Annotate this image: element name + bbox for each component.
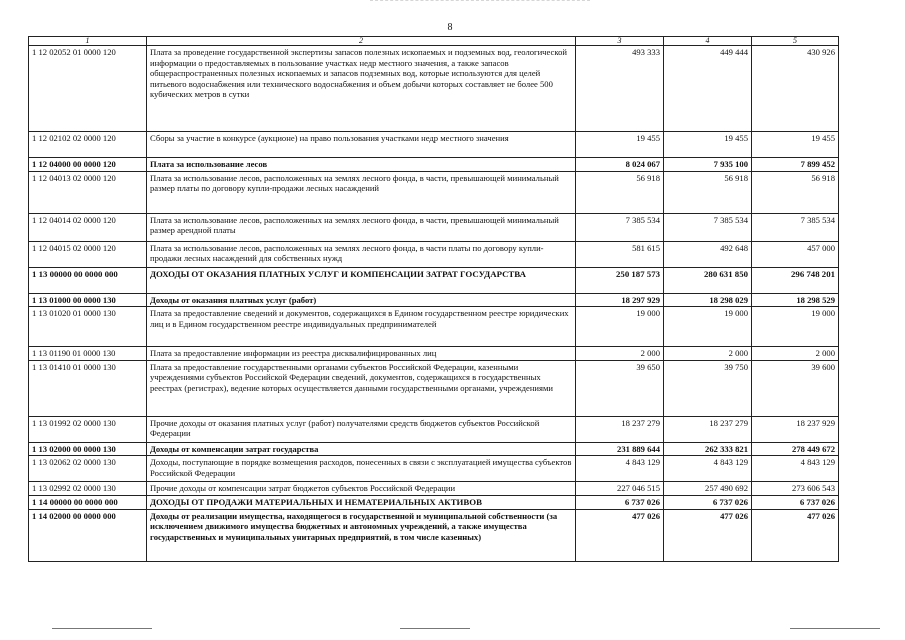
row-value-col4: 7 935 100: [664, 158, 752, 172]
row-value-col4: 19 000: [664, 307, 752, 347]
row-name-cell: Доходы от реализации имущества, находящегося в государственной и муниципальной собственности (за исключением движимого имущества бюджетных и автономных учреждений, а также имущества государственных и муниципальных унитарных предприятий, в том числе казенных): [147, 509, 576, 561]
row-code-cell: 1 13 00000 00 0000 000: [29, 267, 147, 293]
table-row: [29, 456, 839, 482]
row-code-cell: 1 12 02052 01 0000 120: [29, 46, 147, 132]
row-code-cell: 1 13 01000 00 0000 130: [29, 293, 147, 307]
row-value-col5: 2 000: [752, 347, 839, 361]
scan-top-marks: [370, 0, 590, 4]
row-value-col4: 39 750: [664, 360, 752, 416]
row-value-col4: 2 000: [664, 347, 752, 361]
row-code-cell: 1 13 02000 00 0000 130: [29, 442, 147, 456]
table-row: [29, 509, 839, 561]
row-value-col3: 6 737 026: [576, 495, 664, 509]
row-value-col5: 457 000: [752, 241, 839, 267]
row-value-col4: 449 444: [664, 46, 752, 132]
row-name-cell: Доходы от компенсации затрат государства: [147, 442, 576, 456]
row-code-cell: 1 13 01410 01 0000 130: [29, 360, 147, 416]
row-value-col4: 4 843 129: [664, 456, 752, 482]
row-value-col5: 477 026: [752, 509, 839, 561]
row-value-col3: 39 650: [576, 360, 664, 416]
row-name-cell: Плата за предоставление сведений и документов, содержащихся в Едином государственном реестре юридических лиц и в Едином государственном реестре индивидуальных предпринимателей: [147, 307, 576, 347]
table-body: [29, 46, 839, 562]
row-name-cell: Плата за использование лесов, расположенных на землях лесного фонда, в части, превышающей минимальный размер арендной платы: [147, 213, 576, 241]
row-code-cell: 1 13 01992 02 0000 130: [29, 416, 147, 442]
table-row: [29, 158, 839, 172]
row-code-cell: 1 13 01190 01 0000 130: [29, 347, 147, 361]
table-row: [29, 213, 839, 241]
row-value-col4: 19 455: [664, 132, 752, 158]
table-row: [29, 495, 839, 509]
row-code-cell: 1 13 01020 01 0000 130: [29, 307, 147, 347]
row-name-cell: ДОХОДЫ ОТ ОКАЗАНИЯ ПЛАТНЫХ УСЛУГ И КОМПЕНСАЦИИ ЗАТРАТ ГОСУДАРСТВА: [147, 267, 576, 293]
row-name-cell: Доходы от оказания платных услуг (работ): [147, 293, 576, 307]
row-value-col4: 56 918: [664, 171, 752, 213]
table-row: [29, 241, 839, 267]
header-col-1: 1: [29, 37, 147, 46]
page-number: 8: [447, 22, 453, 33]
row-code-cell: 1 12 04014 02 0000 120: [29, 213, 147, 241]
footer-rule-right: [790, 628, 880, 629]
table-row: [29, 360, 839, 416]
row-value-col3: 477 026: [576, 509, 664, 561]
row-value-col3: 227 046 515: [576, 482, 664, 496]
header-col-4: 4: [664, 37, 752, 46]
row-value-col3: 581 615: [576, 241, 664, 267]
row-value-col5: 39 600: [752, 360, 839, 416]
table-row: [29, 307, 839, 347]
row-name-cell: Плата за использование лесов, расположенных на землях лесного фонда, в части платы по договору купли-продажи лесных насаждений для собственных нужд: [147, 241, 576, 267]
row-value-col4: 280 631 850: [664, 267, 752, 293]
row-value-col5: 56 918: [752, 171, 839, 213]
row-value-col3: 493 333: [576, 46, 664, 132]
row-value-col5: 18 298 529: [752, 293, 839, 307]
row-value-col3: 19 455: [576, 132, 664, 158]
table-row: [29, 171, 839, 213]
row-name-cell: Плата за предоставление государственными органами субъектов Российской Федерации, казенными учреждениями субъектов Российской Федерации сведений, документов, содержащихся в государственных реестрах (регистрах), ведение которых осуществляется данными государственными органами, учреждениями: [147, 360, 576, 416]
row-name-cell: Плата за предоставление информации из реестра дисквалифицированных лиц: [147, 347, 576, 361]
table-row: [29, 442, 839, 456]
row-value-col3: 4 843 129: [576, 456, 664, 482]
row-code-cell: 1 12 04000 00 0000 120: [29, 158, 147, 172]
row-value-col5: 278 449 672: [752, 442, 839, 456]
table-header-row: [29, 37, 839, 46]
row-value-col3: 231 889 644: [576, 442, 664, 456]
row-code-cell: 1 12 04013 02 0000 120: [29, 171, 147, 213]
header-col-3: 3: [576, 37, 664, 46]
row-name-cell: Прочие доходы от компенсации затрат бюджетов субъектов Российской Федерации: [147, 482, 576, 496]
row-code-cell: 1 12 02102 02 0000 120: [29, 132, 147, 158]
row-value-col3: 18 237 279: [576, 416, 664, 442]
row-value-col5: 19 000: [752, 307, 839, 347]
row-value-col3: 7 385 534: [576, 213, 664, 241]
row-code-cell: 1 13 02062 02 0000 130: [29, 456, 147, 482]
row-name-cell: Сборы за участие в конкурсе (аукционе) на право пользования участками недр местного значения: [147, 132, 576, 158]
row-value-col4: 477 026: [664, 509, 752, 561]
table-row: [29, 132, 839, 158]
row-value-col4: 18 237 279: [664, 416, 752, 442]
row-value-col3: 19 000: [576, 307, 664, 347]
row-name-cell: Плата за использование лесов, расположенных на землях лесного фонда, в части, превышающей минимальный размер платы по договору купли-продажи лесных насаждений: [147, 171, 576, 213]
row-value-col5: 7 899 452: [752, 158, 839, 172]
row-value-col4: 6 737 026: [664, 495, 752, 509]
row-value-col5: 19 455: [752, 132, 839, 158]
table-row: [29, 293, 839, 307]
row-code-cell: 1 14 02000 00 0000 000: [29, 509, 147, 561]
table-row: [29, 347, 839, 361]
row-value-col4: 7 385 534: [664, 213, 752, 241]
table-row: [29, 482, 839, 496]
row-value-col3: 56 918: [576, 171, 664, 213]
row-value-col3: 250 187 573: [576, 267, 664, 293]
table-row: [29, 46, 839, 132]
table-row: [29, 416, 839, 442]
row-value-col4: 18 298 029: [664, 293, 752, 307]
row-name-cell: Доходы, поступающие в порядке возмещения расходов, понесенных в связи с эксплуатацией имущества субъектов Российской Федерации: [147, 456, 576, 482]
row-value-col5: 430 926: [752, 46, 839, 132]
row-value-col4: 257 490 692: [664, 482, 752, 496]
row-value-col5: 6 737 026: [752, 495, 839, 509]
row-name-cell: Плата за проведение государственной экспертизы запасов полезных ископаемых и подземных вод, геологической информации о предоставляемых в пользование участках недр местного значения, а также запасов общераспространенных полезных ископаемых и запасов подземных вод, которые используются для целей питьевого водоснабжения или технического водоснабжения и объем добычи которых составляет не более 500 кубических метров в сутки: [147, 46, 576, 132]
row-name-cell: ДОХОДЫ ОТ ПРОДАЖИ МАТЕРИАЛЬНЫХ И НЕМАТЕРИАЛЬНЫХ АКТИВОВ: [147, 495, 576, 509]
row-value-col3: 2 000: [576, 347, 664, 361]
header-col-5: 5: [752, 37, 839, 46]
row-value-col5: 18 237 929: [752, 416, 839, 442]
row-value-col5: 296 748 201: [752, 267, 839, 293]
row-value-col3: 18 297 929: [576, 293, 664, 307]
revenue-table: [28, 36, 839, 562]
footer-rule-middle: [400, 628, 470, 629]
table-row: [29, 267, 839, 293]
row-code-cell: 1 13 02992 02 0000 130: [29, 482, 147, 496]
row-value-col5: 273 606 543: [752, 482, 839, 496]
row-value-col4: 492 648: [664, 241, 752, 267]
row-value-col5: 7 385 534: [752, 213, 839, 241]
row-value-col3: 8 024 067: [576, 158, 664, 172]
header-col-2: 2: [147, 37, 576, 46]
row-name-cell: Прочие доходы от оказания платных услуг (работ) получателями средств бюджетов субъектов Российской Федерации: [147, 416, 576, 442]
row-code-cell: 1 14 00000 00 0000 000: [29, 495, 147, 509]
row-name-cell: Плата за использование лесов: [147, 158, 576, 172]
row-code-cell: 1 12 04015 02 0000 120: [29, 241, 147, 267]
footer-rule-left: [52, 628, 152, 629]
row-value-col4: 262 333 821: [664, 442, 752, 456]
row-value-col5: 4 843 129: [752, 456, 839, 482]
